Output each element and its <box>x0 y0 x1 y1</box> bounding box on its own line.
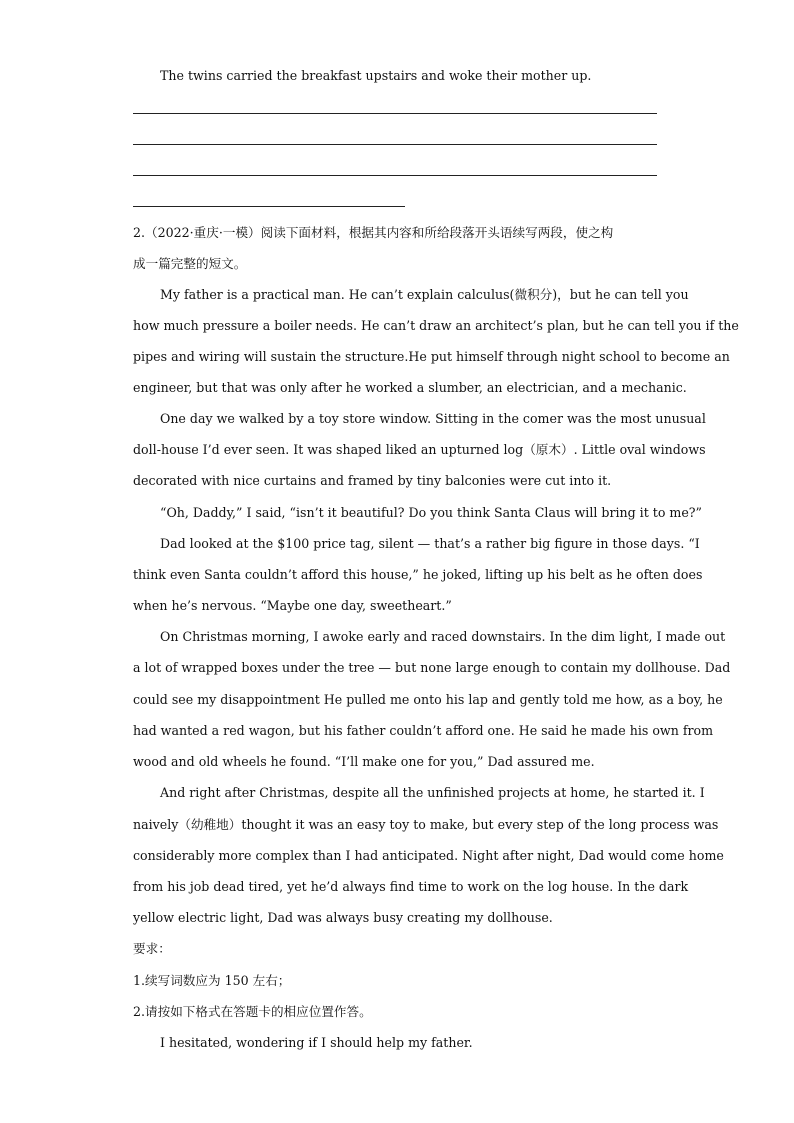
passage-line: wood and old wheels he found. “I’ll make one for you,” Dad assured me. <box>133 754 595 769</box>
passage-line: naively（幼稚地）thought it was an easy toy to make, but every step of the long process was <box>133 817 719 832</box>
passage-line: could see my disappointment He pulled me onto his lap and gently told me how, as a boy, he <box>133 692 723 707</box>
answer-line-3 <box>133 175 657 176</box>
answer-line-4 <box>133 206 405 207</box>
passage-line: And right after Christmas, despite all the unfinished projects at home, he started it. I <box>160 785 705 800</box>
passage-line: yellow electric light, Dad was always busy creating my dollhouse. <box>133 910 553 925</box>
passage-line: doll-house I’d ever seen. It was shaped liked an upturned log（原木）. Little oval windows <box>133 442 706 457</box>
requirement-item: 2.请按如下格式在答题卡的相应位置作答。 <box>133 1004 372 1019</box>
answer-line-1 <box>133 113 657 114</box>
passage-line: how much pressure a boiler needs. He can’t draw an architect’s plan, but he can tell you if the <box>133 318 739 333</box>
requirements-title: 要求： <box>133 941 171 956</box>
passage-line: from his job dead tired, yet he’d always find time to work on the log house. In the dark <box>133 879 689 894</box>
passage-line: On Christmas morning, I awoke early and raced downstairs. In the dim light, I made out <box>160 629 726 644</box>
passage-line: had wanted a red wagon, but his father couldn’t afford one. He said he made his own from <box>133 723 714 738</box>
passage-line: “Oh, Daddy,” I said, “isn’t it beautiful? Do you think Santa Claus will bring it to me?” <box>160 505 702 520</box>
passage-line: a lot of wrapped boxes under the tree — but none large enough to contain my dollhouse. Dad <box>133 660 731 675</box>
passage-line: considerably more complex than I had anticipated. Night after night, Dad would come home <box>133 848 724 863</box>
passage-line: My father is a practical man. He can’t explain calculus(微积分)，but he can tell you <box>160 287 689 302</box>
passage-line: pipes and wiring will sustain the structure.He put himself through night school to become an <box>133 349 730 364</box>
passage-line: think even Santa couldn’t afford this house,” he joked, lifting up his belt as he often does <box>133 567 703 582</box>
passage-line: engineer, but that was only after he worked a slumber, an electrician, and a mechanic. <box>133 380 687 395</box>
prompt-sentence: The twins carried the breakfast upstairs and woke their mother up. <box>160 68 592 83</box>
continuation-start-sentence: I hesitated, wondering if I should help my father. <box>160 1035 473 1050</box>
passage-line: Dad looked at the $100 price tag, silent — that’s a rather big figure in those days. “I <box>160 536 700 551</box>
requirement-item: 1.续写词数应为 150 左右； <box>133 973 291 988</box>
passage-line: decorated with nice curtains and framed by tiny balconies were cut into it. <box>133 473 612 488</box>
answer-line-2 <box>133 144 657 145</box>
question-header-line-1: 2.（2022·重庆·一模）阅读下面材料，根据其内容和所给段落开头语续写两段，使之构 <box>133 225 614 240</box>
passage-line: One day we walked by a toy store window. Sitting in the comer was the most unusual <box>160 411 706 426</box>
passage-line: when he’s nervous. “Maybe one day, sweetheart.” <box>133 598 452 613</box>
question-header-line-2: 成一篇完整的短文。 <box>133 256 247 271</box>
